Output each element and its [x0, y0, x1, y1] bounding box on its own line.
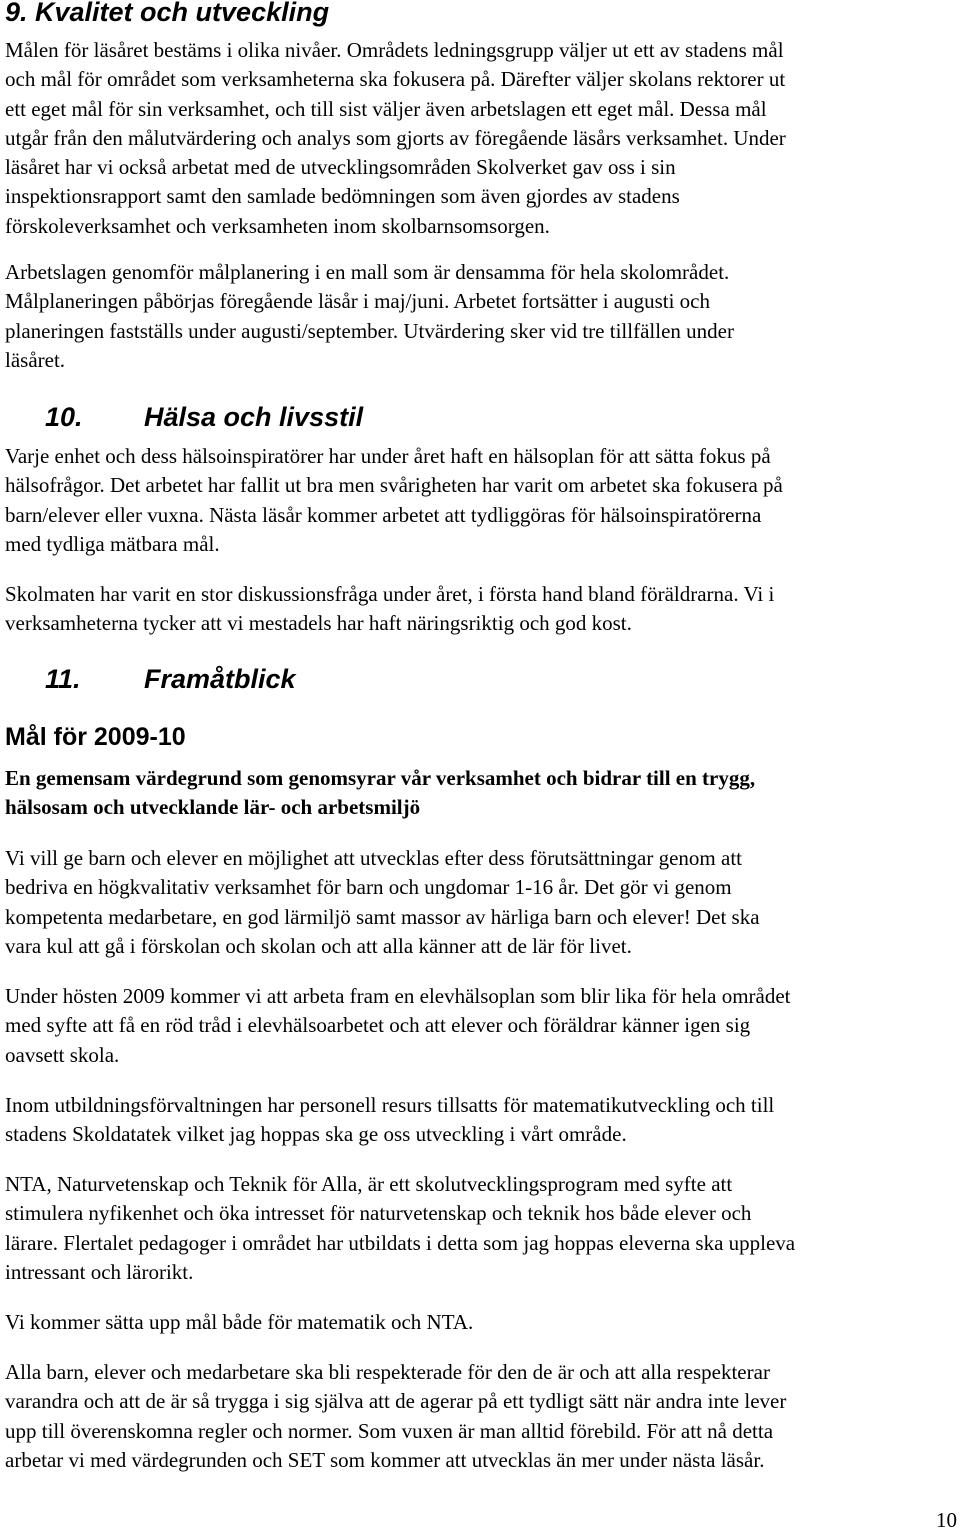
text-line: läsåret har vi också arbetat med de utvecklingsområden Skolverket gav oss i sin [5, 155, 676, 180]
text-line: med syfte att få en röd tråd i elevhälsoarbetet och att elever och föräldrar känner igen sig [5, 1013, 751, 1038]
text-line: Målplaneringen påbörjas föregående läsår i maj/juni. Arbetet fortsätter i augusti och [5, 289, 711, 314]
section-11-paragraph-2 [5, 982, 791, 1070]
text-line: upp till överenskomna regler och normer. Som vuxen är man alltid förebild. För att nå detta [5, 1418, 774, 1443]
text-line: utgår från den målutvärdering och analys som gjorts av föregående läsårs verksamhet. Under [5, 125, 786, 150]
text-line: stimulera nyfikenhet och öka intresset för naturvetenskap och teknik hos både elever och [5, 1201, 752, 1226]
section-10-paragraph-2 [5, 580, 774, 639]
text-line: verksamheterna tycker att vi mestadels har haft näringsriktig och god kost. [5, 611, 632, 636]
page-number: 10 [936, 1508, 957, 1532]
text-line: bedriva en högkvalitativ verksamhet för barn och ungdomar 1-16 år. Det gör vi genom [5, 875, 732, 900]
bold-line: hälsosam och utvecklande lär- och arbetsmiljö [5, 795, 421, 819]
text-line: och mål för området som verksamheterna ska fokusera på. Därefter väljer skolans rektorer ut [5, 67, 786, 92]
section-11-title: Framåtblick [144, 664, 296, 694]
text-line: Alla barn, elever och medarbetare ska bli respekterade för den de är och att alla respekterar [5, 1360, 770, 1384]
section-9-paragraph-1 [5, 36, 786, 241]
text-line: hälsofrågor. Det arbetet har fallit ut bra men svårigheten har varit om arbetet ska fokusera på [5, 473, 783, 498]
section-11-paragraph-3 [5, 1091, 774, 1150]
section-11-paragraph-5 [5, 1308, 473, 1337]
text-line: Vi kommer sätta upp mål både för matematik och NTA. [5, 1310, 474, 1334]
text-line: Vi vill ge barn och elever en möjlighet att utvecklas efter dess förutsättningar genom att [5, 846, 742, 870]
text-line: intressant och lärorikt. [5, 1259, 194, 1284]
section-11-number: 11. [45, 664, 81, 694]
text-line: Målen för läsåret bestäms i olika nivåer. Områdets ledningsgrupp väljer ut ett av stadens mål [5, 38, 784, 62]
text-line: NTA, Naturvetenskap och Teknik för Alla, är ett skolutvecklingsprogram med syfte att [5, 1172, 733, 1196]
text-line: arbetar vi med värdegrunden och SET som kommer att utvecklas än mer under nästa läsår. [5, 1447, 765, 1472]
text-line: stadens Skoldatatek vilket jag hoppas ska ge oss utveckling i vårt område. [5, 1122, 627, 1147]
text-line: förskoleverksamhet och verksamheten inom skolbarnsomsorgen. [5, 213, 550, 238]
text-line: Under hösten 2009 kommer vi att arbeta fram en elevhälsoplan som blir lika för hela området [5, 984, 791, 1008]
text-line: vara kul att gå i förskolan och skolan och att alla känner att de lär för livet. [5, 933, 632, 958]
text-line: oavsett skola. [5, 1042, 120, 1067]
text-line: Inom utbildningsförvaltningen har personell resurs tillsatts för matematikutveckling och till [5, 1093, 775, 1117]
text-line: ett eget mål för sin verksamhet, och till sist väljer även arbetslagen ett eget mål. Dessa mål [5, 96, 767, 121]
section-11-paragraph-4 [5, 1170, 795, 1287]
section-9-heading: 9. Kvalitet och utveckling [5, 0, 330, 27]
section-10-heading [5, 402, 363, 432]
text-line: lärare. Flertalet pedagoger i området har utbildats i detta som jag hoppas eleverna ska uppleva [5, 1230, 796, 1255]
section-10-number: 10. [45, 402, 83, 432]
text-line: kompetenta medarbetare, en god lärmiljö samt massor av härliga barn och elever! Det ska [5, 904, 760, 929]
text-line: med tydliga mätbara mål. [5, 531, 220, 556]
text-line: inspektionsrapport samt den samlade bedömningen som även gjordes av stadens [5, 184, 680, 209]
section-10-title: Hälsa och livsstil [144, 402, 364, 432]
section-11-paragraph-1 [5, 844, 760, 961]
text-line: planeringen fastställs under augusti/september. Utvärdering sker vid tre tillfällen under [5, 318, 734, 343]
bold-line: En gemensam värdegrund som genomsyrar vår verksamhet och bidrar till en trygg, [5, 766, 756, 790]
section-11-heading [5, 664, 296, 694]
section-10-paragraph-1 [5, 442, 783, 559]
text-line: läsåret. [5, 347, 66, 372]
text-line: barn/elever eller vuxna. Nästa läsår kommer arbetet att tydliggöras för hälsoinspiratörerna [5, 502, 762, 527]
section-9-paragraph-2 [5, 258, 734, 375]
text-line: Varje enhet och dess hälsoinspiratörer har under året haft en hälsoplan för att sätta fokus på [5, 444, 771, 468]
text-line: Skolmaten har varit en stor diskussionsfråga under året, i första hand bland föräldrarna. Vi i [5, 582, 775, 606]
core-values-statement [5, 764, 755, 822]
goals-subheading: Mål för 2009-10 [5, 723, 186, 751]
text-line: varandra och att de är så trygga i sig själva att de agerar på ett tydligt sätt när andra inte lever [5, 1389, 787, 1414]
text-line: Arbetslagen genomför målplanering i en mall som är densamma för hela skolområdet. [5, 260, 730, 284]
section-11-paragraph-6 [5, 1358, 786, 1475]
